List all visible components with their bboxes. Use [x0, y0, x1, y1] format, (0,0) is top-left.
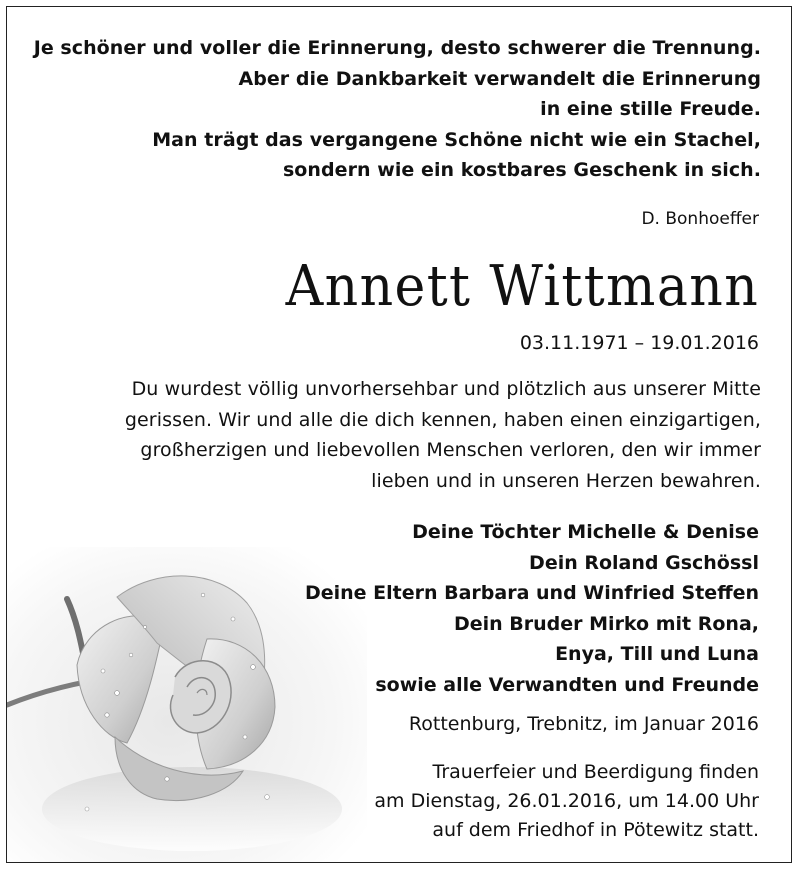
quote-line: Man trägt das vergangene Schöne nicht wie ein Stachel, [152, 128, 761, 151]
mourner-line: sowie alle Verwandten und Freunde [375, 673, 759, 696]
message-line: lieben und in unseren Herzen bewahren. [371, 469, 761, 492]
memorial-message [21, 374, 761, 496]
mourner-line: Dein Roland Gschössl [529, 551, 759, 574]
mourner-line: Dein Bruder Mirko mit Rona, [453, 612, 759, 635]
quote-author: D. Bonhoeffer [641, 209, 759, 229]
mourner-line: Deine Töchter Michelle & Denise [412, 521, 759, 543]
quote-line: Aber die Dankbarkeit verwandelt die Erinnerung [238, 67, 761, 90]
funeral-line: am Dienstag, 26.01.2016, um 14.00 Uhr [374, 790, 759, 812]
deceased-name: Annett Wittmann [285, 254, 759, 319]
funeral-line: Trauerfeier und Beerdigung finden [432, 761, 759, 783]
funeral-info [259, 758, 759, 845]
message-line: Du wurdest völlig unvorhersehbar und plötzlich aus unserer Mitte [131, 378, 761, 400]
quote-line: Je schöner und voller die Erinnerung, desto schwerer die Trennung. [33, 37, 761, 59]
quote-line: in eine stille Freude. [540, 98, 761, 120]
mourner-line: Enya, Till und Luna [555, 643, 759, 665]
message-line: großherzigen und liebevollen Menschen verloren, den wir immer [140, 439, 761, 461]
quote-block [21, 33, 761, 186]
funeral-line: auf dem Friedhof in Pötewitz statt. [432, 819, 759, 841]
mourner-line: Deine Eltern Barbara und Winfried Steffen [304, 582, 759, 604]
life-dates: 03.11.1971 – 19.01.2016 [519, 332, 759, 354]
message-line: gerissen. Wir und alle die dich kennen, haben einen einzigartigen, [124, 408, 761, 431]
mourners-list [159, 517, 759, 700]
obituary-notice [6, 6, 792, 863]
place-and-date: Rottenburg, Trebnitz, im Januar 2016 [408, 713, 759, 735]
quote-line: sondern wie ein kostbares Geschenk in sich. [282, 159, 761, 181]
